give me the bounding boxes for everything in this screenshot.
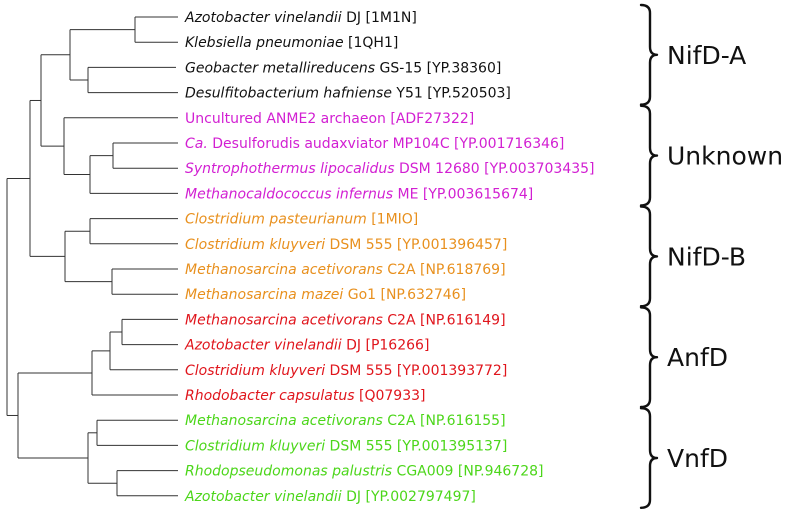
clade-label: VnfD bbox=[667, 444, 728, 473]
leaf-label: Methanosarcina acetivorans C2A [NP.616149] bbox=[185, 312, 506, 329]
clade-brackets bbox=[641, 5, 657, 508]
leaf-label: Clostridium kluyveri DSM 555 [YP.001396457] bbox=[185, 236, 508, 253]
leaf-label: Azotobacter vinelandii DJ [P16266] bbox=[185, 337, 430, 354]
leaf-label: Azotobacter vinelandii DJ [1M1N] bbox=[185, 10, 417, 26]
leaf-label: Methanosarcina acetivorans C2A [NP.616155] bbox=[185, 413, 506, 430]
clade-bracket bbox=[641, 207, 657, 307]
leaf-label: Azotobacter vinelandii DJ [YP.002797497] bbox=[185, 488, 476, 505]
leaf-label: Desulfitobacterium hafniense Y51 [YP.520503] bbox=[185, 85, 511, 102]
leaf-label: Syntrophothermus lipocalidus DSM 12680 [YP.003703435] bbox=[185, 161, 595, 178]
clade-bracket bbox=[641, 5, 657, 105]
clade-label: AnfD bbox=[667, 343, 728, 373]
clade-label: NifD-B bbox=[667, 242, 746, 272]
leaf-label: Clostridium kluyveri DSM 555 [YP.001393772] bbox=[185, 362, 508, 379]
tree-branches bbox=[7, 17, 178, 496]
leaf-label: Rhodobacter capsulatus [Q07933] bbox=[185, 388, 426, 404]
leaf-label: Methanosarcina acetivorans C2A [NP.618769] bbox=[185, 262, 506, 278]
leaf-label: Uncultured ANME2 archaeon [ADF27322] bbox=[185, 110, 475, 127]
clade-label: NifD-A bbox=[667, 40, 747, 70]
leaf-label: Rhodopseudomonas palustris CGA009 [NP.946728] bbox=[185, 463, 544, 480]
clade-labels bbox=[667, 41, 783, 473]
leaf-label: Ca. Desulforudis audaxviator MP104C [YP.001716346] bbox=[185, 136, 565, 152]
leaf-labels bbox=[184, 10, 595, 505]
leaf-label: Geobacter metallireducens GS-15 [YP.38360] bbox=[185, 60, 502, 77]
leaf-label: Clostridium pasteurianum [1MIO] bbox=[185, 211, 419, 228]
leaf-label: Methanosarcina mazei Go1 [NP.632746] bbox=[185, 287, 467, 304]
clade-bracket bbox=[641, 307, 657, 407]
clade-bracket bbox=[641, 408, 657, 508]
clade-label: Unknown bbox=[667, 141, 784, 171]
leaf-label: Klebsiella pneumoniae [1QH1] bbox=[185, 35, 399, 52]
clade-bracket bbox=[641, 106, 657, 206]
leaf-label: Methanocaldococcus infernus ME [YP.003615674] bbox=[185, 186, 534, 203]
leaf-label: Clostridium kluyveri DSM 555 [YP.001395137] bbox=[185, 438, 508, 455]
